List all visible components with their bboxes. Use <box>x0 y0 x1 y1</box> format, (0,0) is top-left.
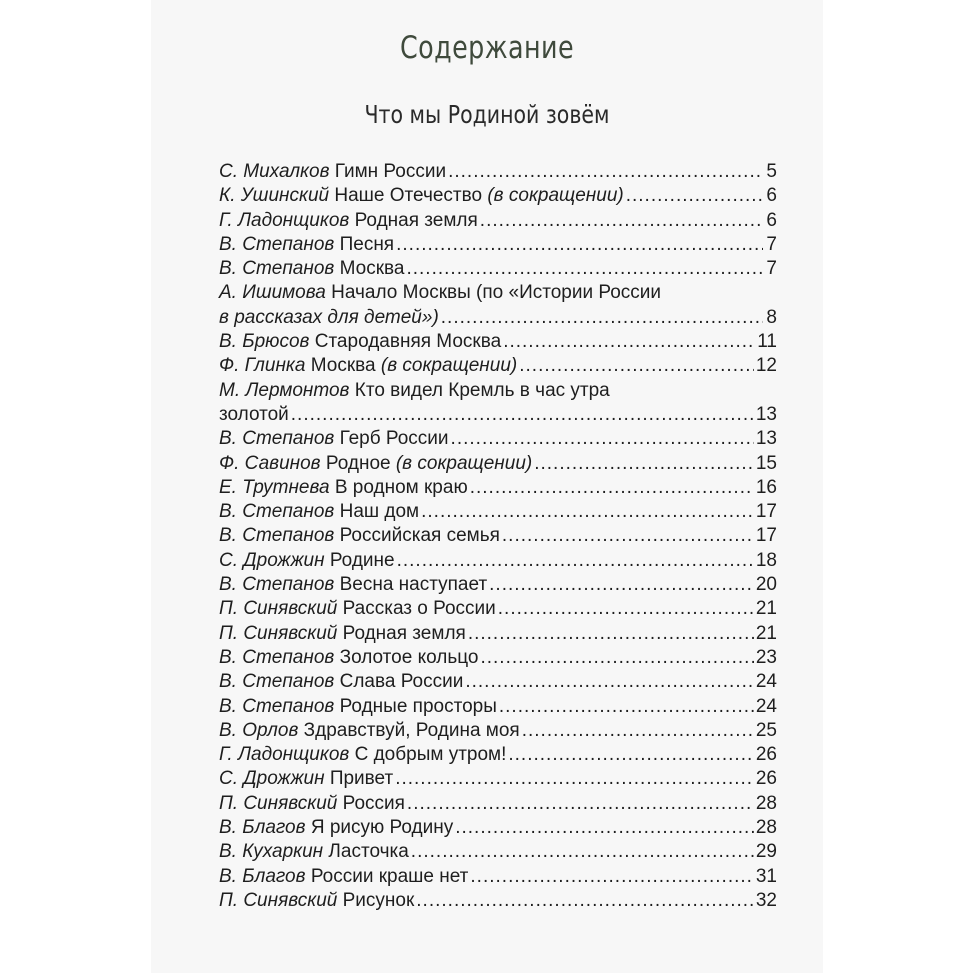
entry-page: 17 <box>755 525 777 547</box>
entry-title: Российская семья <box>339 525 500 547</box>
dot-leader <box>395 767 754 791</box>
dot-leader <box>534 452 754 476</box>
entry-page: 13 <box>755 428 777 450</box>
toc-entry[interactable] <box>219 767 777 791</box>
entry-title: В родном краю <box>334 476 468 498</box>
entry-title: Ласточка <box>328 841 409 863</box>
dot-leader <box>441 306 763 330</box>
entry-author: Ф. Савинов <box>219 452 321 474</box>
entry-author: В. Степанов <box>219 258 335 280</box>
entry-author: П. Синявский <box>219 598 338 620</box>
entry-note: (в сокращении) <box>487 185 624 207</box>
contents-heading: Содержание <box>399 30 575 66</box>
toc-entry[interactable] <box>219 792 777 816</box>
entry-author: В. Степанов <box>219 671 335 693</box>
entry-title: Песня <box>339 233 395 255</box>
dot-leader <box>421 500 754 524</box>
dot-leader <box>498 597 754 621</box>
toc-entry[interactable] <box>219 257 777 281</box>
entry-author: С. Михалков <box>219 161 330 182</box>
dot-leader <box>508 743 753 767</box>
toc-entry[interactable] <box>219 184 777 208</box>
dot-leader <box>455 816 754 840</box>
dot-leader <box>397 549 754 573</box>
entry-title: Стародавняя Москва <box>314 331 502 353</box>
entry-note: (в сокращении) <box>395 452 533 474</box>
entry-page: 28 <box>755 817 777 839</box>
entry-title: Слава России <box>339 671 464 693</box>
toc-entry[interactable] <box>219 549 777 573</box>
entry-page: 7 <box>766 233 777 255</box>
entry-title: Наше Отечество <box>334 185 483 207</box>
entry-page: 17 <box>755 501 777 523</box>
entry-title: Наш дом <box>339 501 420 523</box>
toc-entry[interactable] <box>219 354 777 378</box>
entry-title: Золотое кольцо <box>339 646 479 668</box>
entry-page: 23 <box>755 646 777 668</box>
entry-title: Родные просторы <box>339 695 497 717</box>
entry-author: В. Благов <box>219 817 306 839</box>
entry-author: М. Лермонтов <box>219 379 350 401</box>
entry-page: 26 <box>755 744 777 766</box>
entry-page: 20 <box>755 574 777 596</box>
entry-title: Москва <box>310 355 376 377</box>
toc-entry-second-line[interactable] <box>219 403 777 427</box>
entry-title: России краше нет <box>310 865 469 887</box>
dot-leader <box>502 524 754 548</box>
entry-author: А. Ишимова <box>219 282 326 304</box>
entry-author: В. Степанов <box>219 428 335 450</box>
toc-entry[interactable] <box>219 160 777 184</box>
entry-title: С добрым утром! <box>354 744 507 766</box>
dot-leader <box>522 719 754 743</box>
entry-page: 13 <box>755 403 777 425</box>
entry-note: (в сокращении) <box>380 355 518 377</box>
entry-author: В. Кухаркин <box>219 841 324 863</box>
entry-page: 24 <box>755 671 777 693</box>
entry-author: В. Степанов <box>219 525 335 547</box>
toc-entry-first-line[interactable] <box>219 379 777 403</box>
toc-entry[interactable] <box>219 719 777 743</box>
entry-author: В. Брюсов <box>219 331 310 353</box>
entry-title: Родное <box>325 452 391 474</box>
entry-page: 21 <box>755 622 777 644</box>
toc-entry[interactable] <box>219 476 777 500</box>
entry-page: 32 <box>755 889 777 911</box>
entry-title: Россия <box>342 792 405 814</box>
entry-title: Кто видел Кремль в час утра <box>354 379 610 401</box>
entry-title: Москва <box>339 258 405 280</box>
entry-page: 8 <box>766 306 777 328</box>
entry-author: В. Благов <box>219 865 306 887</box>
dot-leader <box>291 403 754 427</box>
dot-leader <box>626 184 763 208</box>
entry-page: 24 <box>755 695 777 717</box>
dot-leader <box>406 257 763 281</box>
entry-page: 15 <box>755 452 777 474</box>
entry-author: П. Синявский <box>219 792 338 814</box>
dot-leader <box>407 792 754 816</box>
entry-author: В. Степанов <box>219 574 335 596</box>
toc-entry[interactable] <box>219 670 777 694</box>
entry-page: 11 <box>757 331 777 353</box>
dot-leader <box>411 840 754 864</box>
toc-entry-second-line[interactable] <box>219 306 777 330</box>
dot-leader <box>451 427 754 451</box>
entry-page: 18 <box>755 549 777 571</box>
dot-leader <box>470 865 753 889</box>
dot-leader <box>503 330 755 354</box>
entry-page: 5 <box>766 161 777 182</box>
entry-page: 12 <box>755 355 777 377</box>
entry-author: В. Орлов <box>219 719 299 741</box>
entry-author: Г. Ладонщиков <box>219 209 350 231</box>
entry-author: С. Дрожжин <box>219 768 325 790</box>
entry-page: 7 <box>766 258 777 280</box>
toc-entry[interactable] <box>219 840 777 864</box>
toc-entry-first-line[interactable] <box>219 281 777 305</box>
entry-author: В. Степанов <box>219 233 335 255</box>
dot-leader <box>448 160 763 184</box>
dot-leader <box>470 476 754 500</box>
toc-entry[interactable] <box>219 743 777 767</box>
entry-title: Родине <box>329 549 395 571</box>
toc-entry[interactable] <box>219 573 777 597</box>
entry-page: 29 <box>755 841 777 863</box>
entry-title: Я рисую Родину <box>310 817 454 839</box>
entry-page: 6 <box>766 185 777 207</box>
entry-title: Начало Москвы <box>331 282 471 304</box>
entry-title: Рассказ о России <box>342 598 496 620</box>
entry-title: Рисунок <box>342 889 415 911</box>
entry-page: 6 <box>766 209 777 231</box>
toc-entry[interactable] <box>219 622 777 646</box>
entry-page: 26 <box>755 768 777 790</box>
entry-page: 16 <box>755 476 777 498</box>
toc-entry[interactable] <box>219 233 777 257</box>
dot-leader <box>480 209 763 233</box>
entry-author: П. Синявский <box>219 889 338 911</box>
entry-title: Привет <box>329 768 394 790</box>
entry-title: Родная земля <box>354 209 478 231</box>
entry-title: Родная земля <box>342 622 466 644</box>
toc-entry[interactable] <box>219 209 777 233</box>
toc-entry[interactable] <box>219 889 777 913</box>
entry-author: С. Дрожжин <box>219 549 325 571</box>
entry-author: Ф. Глинка <box>219 355 306 377</box>
entry-title: Здравствуй, Родина моя <box>303 719 520 741</box>
entry-page: 28 <box>755 792 777 814</box>
entry-page: 21 <box>755 598 777 620</box>
entry-note: (по «Истории России <box>476 282 661 304</box>
entry-author: В. Степанов <box>219 501 335 523</box>
toc-entry[interactable] <box>219 500 777 524</box>
entry-author: Г. Ладонщиков <box>219 744 350 766</box>
dot-leader <box>396 233 763 257</box>
dot-leader <box>468 622 754 646</box>
dot-leader <box>489 573 754 597</box>
toc-entry[interactable] <box>219 646 777 670</box>
entry-title: Весна наступает <box>339 574 488 596</box>
entry-page: 25 <box>755 719 777 741</box>
dot-leader <box>519 354 754 378</box>
toc-entry[interactable] <box>219 524 777 548</box>
toc-entry[interactable] <box>219 816 777 840</box>
toc-entry[interactable] <box>219 330 777 354</box>
entry-page: 31 <box>755 865 777 887</box>
entry-author: П. Синявский <box>219 622 338 644</box>
dot-leader <box>416 889 754 913</box>
entry-title: Гимн России <box>334 161 447 182</box>
dot-leader <box>499 695 754 719</box>
entry-note-continued: в рассказах для детей») <box>219 306 439 328</box>
entry-author: Е. Трутнева <box>219 476 330 498</box>
table-of-contents <box>219 160 777 913</box>
entry-title: Герб России <box>339 428 449 450</box>
toc-entry[interactable] <box>219 452 777 476</box>
dot-leader <box>465 670 754 694</box>
toc-entry[interactable] <box>219 865 777 889</box>
entry-author: В. Степанов <box>219 646 335 668</box>
entry-author: В. Степанов <box>219 695 335 717</box>
toc-entry[interactable] <box>219 695 777 719</box>
entry-title-continued: золотой <box>219 403 289 425</box>
toc-entry[interactable] <box>219 597 777 621</box>
toc-entry[interactable] <box>219 427 777 451</box>
dot-leader <box>480 646 753 670</box>
section-heading: Что мы Родиной зовём <box>364 100 610 129</box>
entry-author: К. Ушинский <box>219 185 330 207</box>
